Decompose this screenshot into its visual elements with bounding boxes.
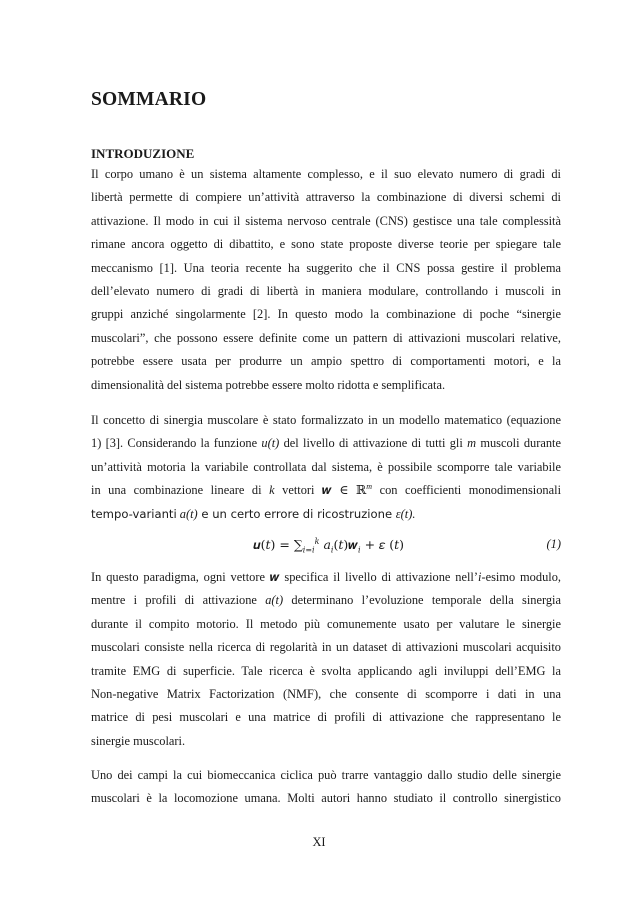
text-span: 1) [3]. Considerando la funzione [91,436,262,451]
equation-body [253,537,404,553]
text-line: dell’elevato numero di gradi di libertà in maniera modulare, controllando i muscoli in [91,283,561,298]
text-span: mentre i profili di attivazione [91,593,266,608]
text-span: specifica il livello di attivazione nell’ [279,570,478,584]
text-line: muscolari consiste nella ricerca di regolarità in un dataset di attivazioni muscolari acquisito [91,640,561,655]
text-line: un’attività motoria la variabile controllata dal sistema, è possibile scomporre tale variabile [91,459,561,474]
text-line: Il corpo umano è un sistema altamente complesso, e il suo elevato numero di gradi di [91,167,561,181]
math-w-in-r: 𝒘 ∈ ℝ [322,483,367,498]
eq-term2-sub: 𝑖 [358,545,361,555]
text-line: matrice di pesi muscolari e una matrice di profili di attivazione che rappresentano le [91,710,561,725]
text-line: Uno dei campi la cui biomeccanica ciclica può trarre vantaggio dallo studio delle sinergie [91,768,561,782]
equation-number: (1) [546,537,561,551]
math-var-i: i [478,570,482,584]
text-line: tramite EMG di superficie. Tale ricerca è svolta applicando agli inviluppi dell’EMG la [91,663,561,678]
math-var-eps: ε(t). [395,506,416,521]
text-line: muscolari”, che possono essere definite come un pattern di attivazioni muscolari relative, [91,330,561,345]
text-line: dimensionalità del sistema potrebbe essere molto ridotta e semplificata. [91,377,446,392]
math-sup-m: m [366,482,373,492]
paragraph-2 [91,409,561,526]
equation-1 [91,537,561,559]
text-line [91,566,561,589]
text-line: Non-negative Matrix Factorization (NMF), che consente di scomporre i dati in una [91,686,561,701]
text-line [91,432,561,455]
page-heading: SOMMARIO [91,89,207,110]
math-var-ut: u(t) [261,436,280,451]
eq-sum-sub: 𝑖=𝑖 [302,545,315,555]
text-span: in una combinazione lineare di [91,483,270,498]
paragraph-1 [91,163,561,397]
eq-sum-sup: 𝑘 [314,536,320,546]
page-number: XI [312,835,326,849]
text-line [91,503,561,526]
math-var-m: m [467,436,477,451]
text-line [91,589,561,612]
eq-term: 𝑎 [319,537,331,552]
eq-term-sub: 𝑖 [330,545,334,555]
text-line: sinergie muscolari. [91,733,186,748]
section-title: INTRODUZIONE [91,146,195,161]
text-line: meccanismo [1]. Una teoria recente ha suggerito che il CNS possa gestire il problema [91,260,561,275]
text-span: del livello di attivazione di tutti gli [279,436,468,451]
text-span: vettori [274,483,323,498]
eq-term2: (𝑡)𝒘 [333,537,359,552]
math-var-at: a(t) [176,506,198,521]
eq-lhs: 𝒖(𝑡) = ∑ [253,537,303,552]
paragraph-4 [91,764,561,811]
math-var-k: k [269,483,275,498]
text-span: con coefficienti monodimensionali [372,483,562,498]
text-span: e un certo errore di ricostruzione [197,506,396,521]
text-line [91,479,561,502]
math-w: 𝒘 [269,570,280,584]
text-line: attivazione. Il modo in cui il sistema nervoso centrale (CNS) gestisce una tale complessità [91,213,561,228]
text-span: -esimo modulo, [481,570,562,584]
text-span: determinano l’evoluzione temporale della sinergia [283,593,561,608]
text-line: muscolari è la locomozione umana. Molti autori hanno studiato il controllo sinergistico [91,791,561,806]
text-line: rimane ancora oggetto di dibattito, e sono state proposte diverse teorie per spiegare tale [91,237,561,252]
text-span: muscoli durante [476,436,561,451]
paragraph-3 [91,566,561,753]
text-line: libertà permette di compiere un’attività attraverso la combinazione di diversi schemi di [91,190,561,205]
text-line: Il concetto di sinergia muscolare è stato formalizzato in un modello matematico (equazione [91,413,561,427]
text-line: gruppi anziché singolarmente [2]. In questo modo la combinazione di poche “sinergie [91,307,561,322]
text-line: potrebbe essere usata per produrre un ampio spettro di comportamenti motori, e la [91,354,561,369]
math-var-at: a(t) [265,593,284,608]
text-span: tempo-varianti [91,506,177,521]
text-line: durante il compito motorio. Il metodo più comunemente usato per valutare le sinergie [91,616,561,631]
eq-rest: + 𝜀 (𝑡) [360,537,404,552]
text-span: In questo paradigma, ogni vettore [91,570,270,584]
